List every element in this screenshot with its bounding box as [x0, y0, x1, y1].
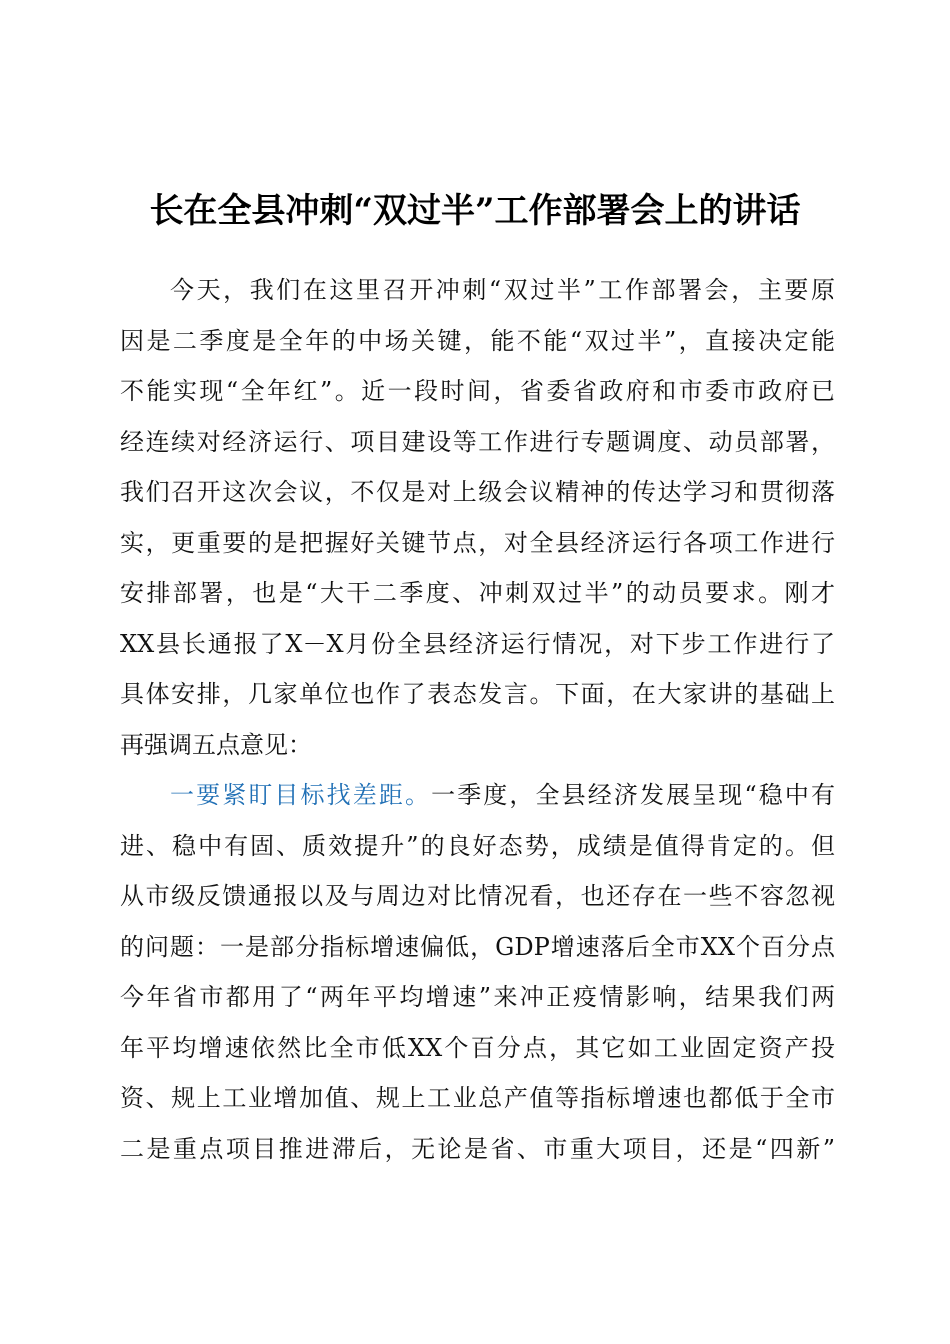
paragraph-line: 实，更重要的是把握好关键节点，对全县经济运行各项工作进行 — [120, 528, 835, 557]
paragraph-line: 资、规上工业增加值、规上工业总产值等指标增速也都低于全市 — [120, 1084, 835, 1112]
section-heading: 一要紧盯目标找差距。 — [170, 781, 432, 809]
paragraph-line: 我们召开这次会议，不仅是对上级会议精神的传达学习和贯彻落 — [120, 478, 835, 506]
paragraph-line: 年平均增速依然比全市低XX个百分点，其它如工业固定资产投 — [120, 1033, 835, 1062]
paragraph-line: 因是二季度是全年的中场关键，能不能“双过半”，直接决定能 — [120, 326, 835, 355]
paragraph-line: 不能实现“全年红”。近一段时间，省委省政府和市委市政府已 — [120, 377, 835, 405]
document-title: 长在全县冲刺“双过半”工作部署会上的讲话 — [149, 191, 801, 231]
paragraph-line: 安排部署，也是“大干二季度、冲刺双过半”的动员要求。刚才 — [120, 579, 835, 607]
paragraph-line: 二是重点项目推进滞后，无论是省、市重大项目，还是“四新” — [120, 1134, 835, 1163]
paragraph-line: 具体安排，几家单位也作了表态发言。下面，在大家讲的基础上 — [120, 680, 835, 708]
document-body — [120, 265, 835, 1174]
paragraph-line — [120, 770, 835, 821]
paragraph-line: 今年省市都用了“两年平均增速”来冲正疫情影响，结果我们两 — [120, 983, 835, 1011]
paragraph-line: 进、稳中有固、质效提升”的良好态势，成绩是值得肯定的。但 — [120, 831, 835, 860]
paragraph-line: 从市级反馈通报以及与周边对比情况看，也还存在一些不容忽视 — [120, 882, 835, 910]
paragraph-line: 经连续对经济运行、项目建设等工作进行专题调度、动员部署， — [120, 427, 835, 456]
paragraph-line: 今天，我们在这里召开冲刺“双过半”工作部署会，主要原 — [170, 276, 835, 304]
paragraph-line: 的问题：一是部分指标增速偏低，GDP增速落后全市XX个百分点 — [120, 932, 835, 961]
paragraph-text: 一季度，全县经济发展呈现“稳中有 — [431, 781, 835, 809]
paragraph-line: 再强调五点意见： — [120, 730, 312, 759]
paragraph-line: XX县长通报了X－X月份全县经济运行情况，对下步工作进行了 — [120, 629, 835, 658]
